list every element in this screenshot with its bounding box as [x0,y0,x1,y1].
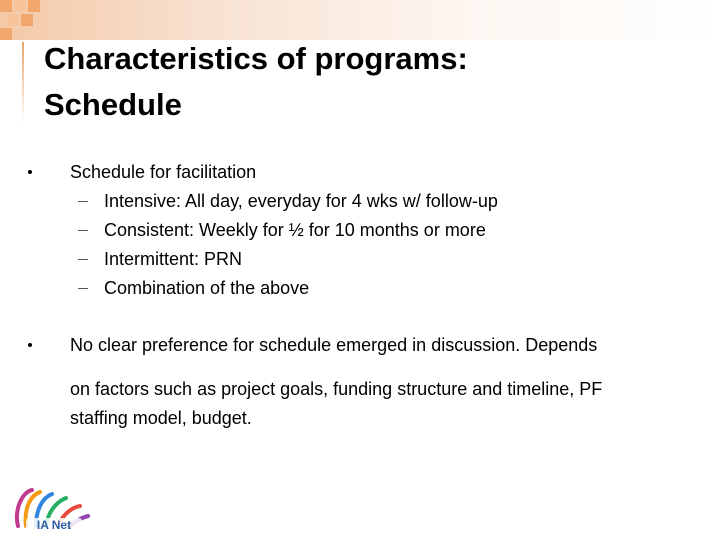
sub-item-text: Intermittent: PRN [104,249,243,269]
sub-item-text: Consistent: Weekly for ½ for 10 months or more [104,220,486,240]
sub-item [28,216,498,245]
bullet-item [28,331,670,433]
decorative-squares [0,0,60,40]
bullet-preference [28,331,670,433]
sub-item [28,245,498,274]
ianet-logo [12,486,92,534]
sub-item-text: Intensive: All day, everyday for 4 wks w/ follow-up [104,191,498,211]
bullet-item [28,158,498,187]
bullet-text-line-3: staffing model, budget. [70,408,252,428]
dash-icon [78,201,88,202]
dash-icon [78,259,88,260]
bullet-text-line-2: on factors such as project goals, funding structure and timeline, PF [70,379,603,399]
dash-icon [78,288,88,289]
slide-title [44,36,684,128]
bullet-dot-icon [28,170,32,174]
title-line-2: Schedule [44,87,182,122]
bullet-dot-icon [28,343,32,347]
header-gradient-band [0,0,720,40]
logo-text: IA Net [36,518,72,532]
title-accent-rule [22,42,24,124]
bullet-text-line-1: No clear preference for schedule emerged in discussion. Depends [70,335,598,355]
bullet-text: Schedule for facilitation [70,162,257,182]
bullet-schedule [28,158,498,303]
title-line-1: Characteristics of programs: [44,41,468,76]
sub-item [28,274,498,303]
dash-icon [78,230,88,231]
sub-item [28,187,498,216]
sub-item-text: Combination of the above [104,278,310,298]
